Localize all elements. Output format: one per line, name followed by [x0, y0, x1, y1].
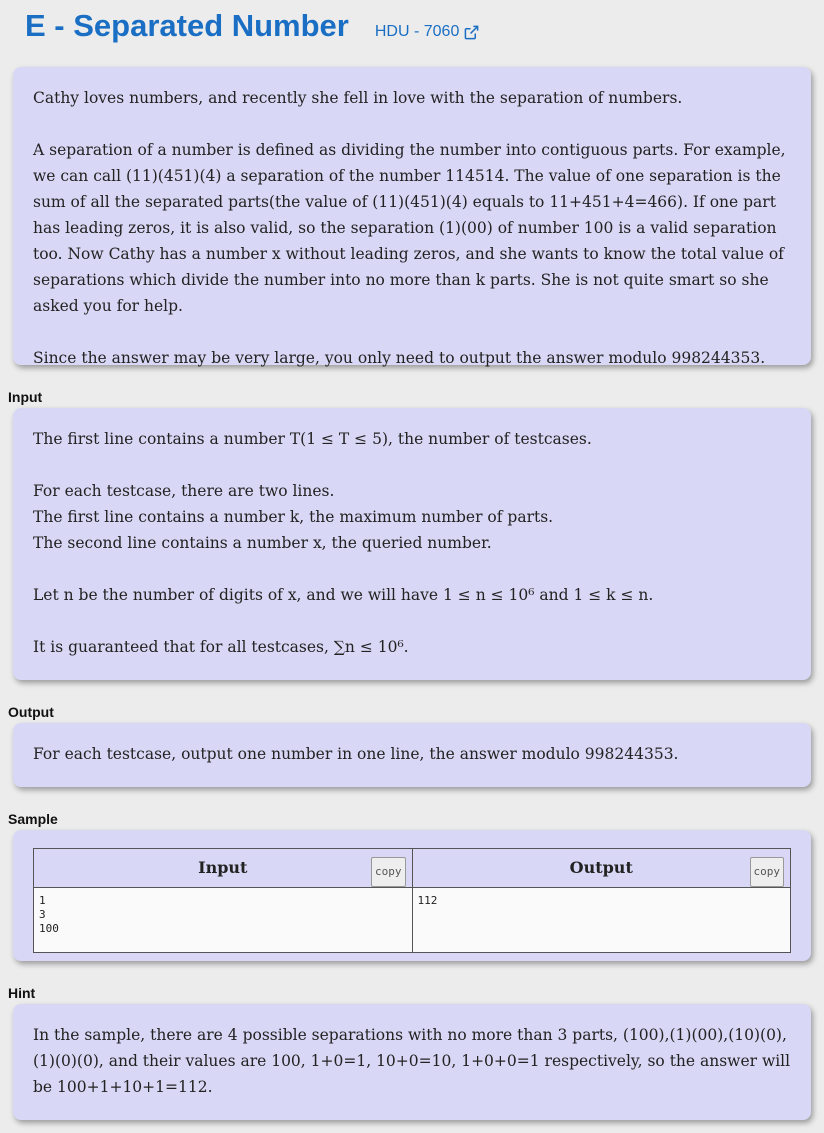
output-section-label: Output [8, 704, 54, 720]
sample-table [33, 848, 791, 953]
output-text: For each testcase, output one number in one line, the answer modulo 998244353. [33, 745, 679, 763]
sample-input-value: 1 3 100 [34, 888, 413, 953]
input-line-2-group [33, 478, 791, 556]
sample-output-value: 112 [412, 888, 791, 953]
input-line-4: The second line contains a number x, the queried number. [33, 534, 492, 552]
input-section-label: Input [8, 389, 43, 405]
hint-card [13, 1004, 811, 1120]
output-card [13, 723, 811, 787]
hint-section-label: Hint [8, 985, 36, 1001]
input-line-1: The first line contains a number T(1 ≤ T ≤ 5), the number of testcases. [33, 430, 592, 448]
sample-card [13, 830, 811, 961]
input-line-3: The first line contains a number k, the maximum number of parts. [33, 508, 554, 526]
sample-input-header-label: Input [198, 858, 248, 877]
copy-output-button[interactable]: copy [750, 857, 785, 887]
source-link[interactable] [375, 23, 479, 41]
external-link-icon [464, 25, 479, 40]
title-row [25, 8, 479, 52]
input-line-6: It is guaranteed that for all testcases, ∑n ≤ 10⁶. [33, 638, 409, 656]
input-line-2: For each testcase, there are two lines. [33, 482, 335, 500]
sample-output-header-label: Output [569, 858, 633, 877]
statement-paragraph-2: A separation of a number is defined as dividing the number into contiguous parts. For example, we can call (11)(451)(4) a separation of the number 114514. The value of one separation is the sum of all the separated parts(the value of (11)(451)(4) equals to 11+451+4=466). If one part has leading zeros, it is also valid, so the separation (1)(00) of number 100 is a valid separation too. Now Cathy has a number x without leading zeros, and she wants to know the total value of separations which divide the number into no more than k parts. She is not quite smart so she asked you for help. [33, 141, 786, 315]
statement-paragraph-1: Cathy loves numbers, and recently she fell in love with the separation of numbers. [33, 89, 683, 107]
page-title: E - Separated Number [25, 8, 349, 43]
source-label: HDU - 7060 [374, 23, 460, 40]
input-card [13, 408, 811, 680]
sample-input-header [34, 849, 413, 888]
sample-output-header [412, 849, 791, 888]
statement-card [13, 67, 811, 365]
hint-text: In the sample, there are 4 possible separations with no more than 3 parts, (100),(1)(00),(10)(0),(1)(0)(0), and their values are 100, 1+0=1, 10+0=10, 1+0+0=1 respectively, so the answer will be 100+1+10+1=112. [33, 1026, 791, 1096]
input-line-5: Let n be the number of digits of x, and we will have 1 ≤ n ≤ 10⁶ and 1 ≤ k ≤ n. [33, 586, 654, 604]
statement-paragraph-3: Since the answer may be very large, you only need to output the answer modulo 998244353. [33, 349, 766, 367]
copy-input-button[interactable]: copy [371, 857, 406, 887]
sample-section-label: Sample [8, 811, 58, 827]
